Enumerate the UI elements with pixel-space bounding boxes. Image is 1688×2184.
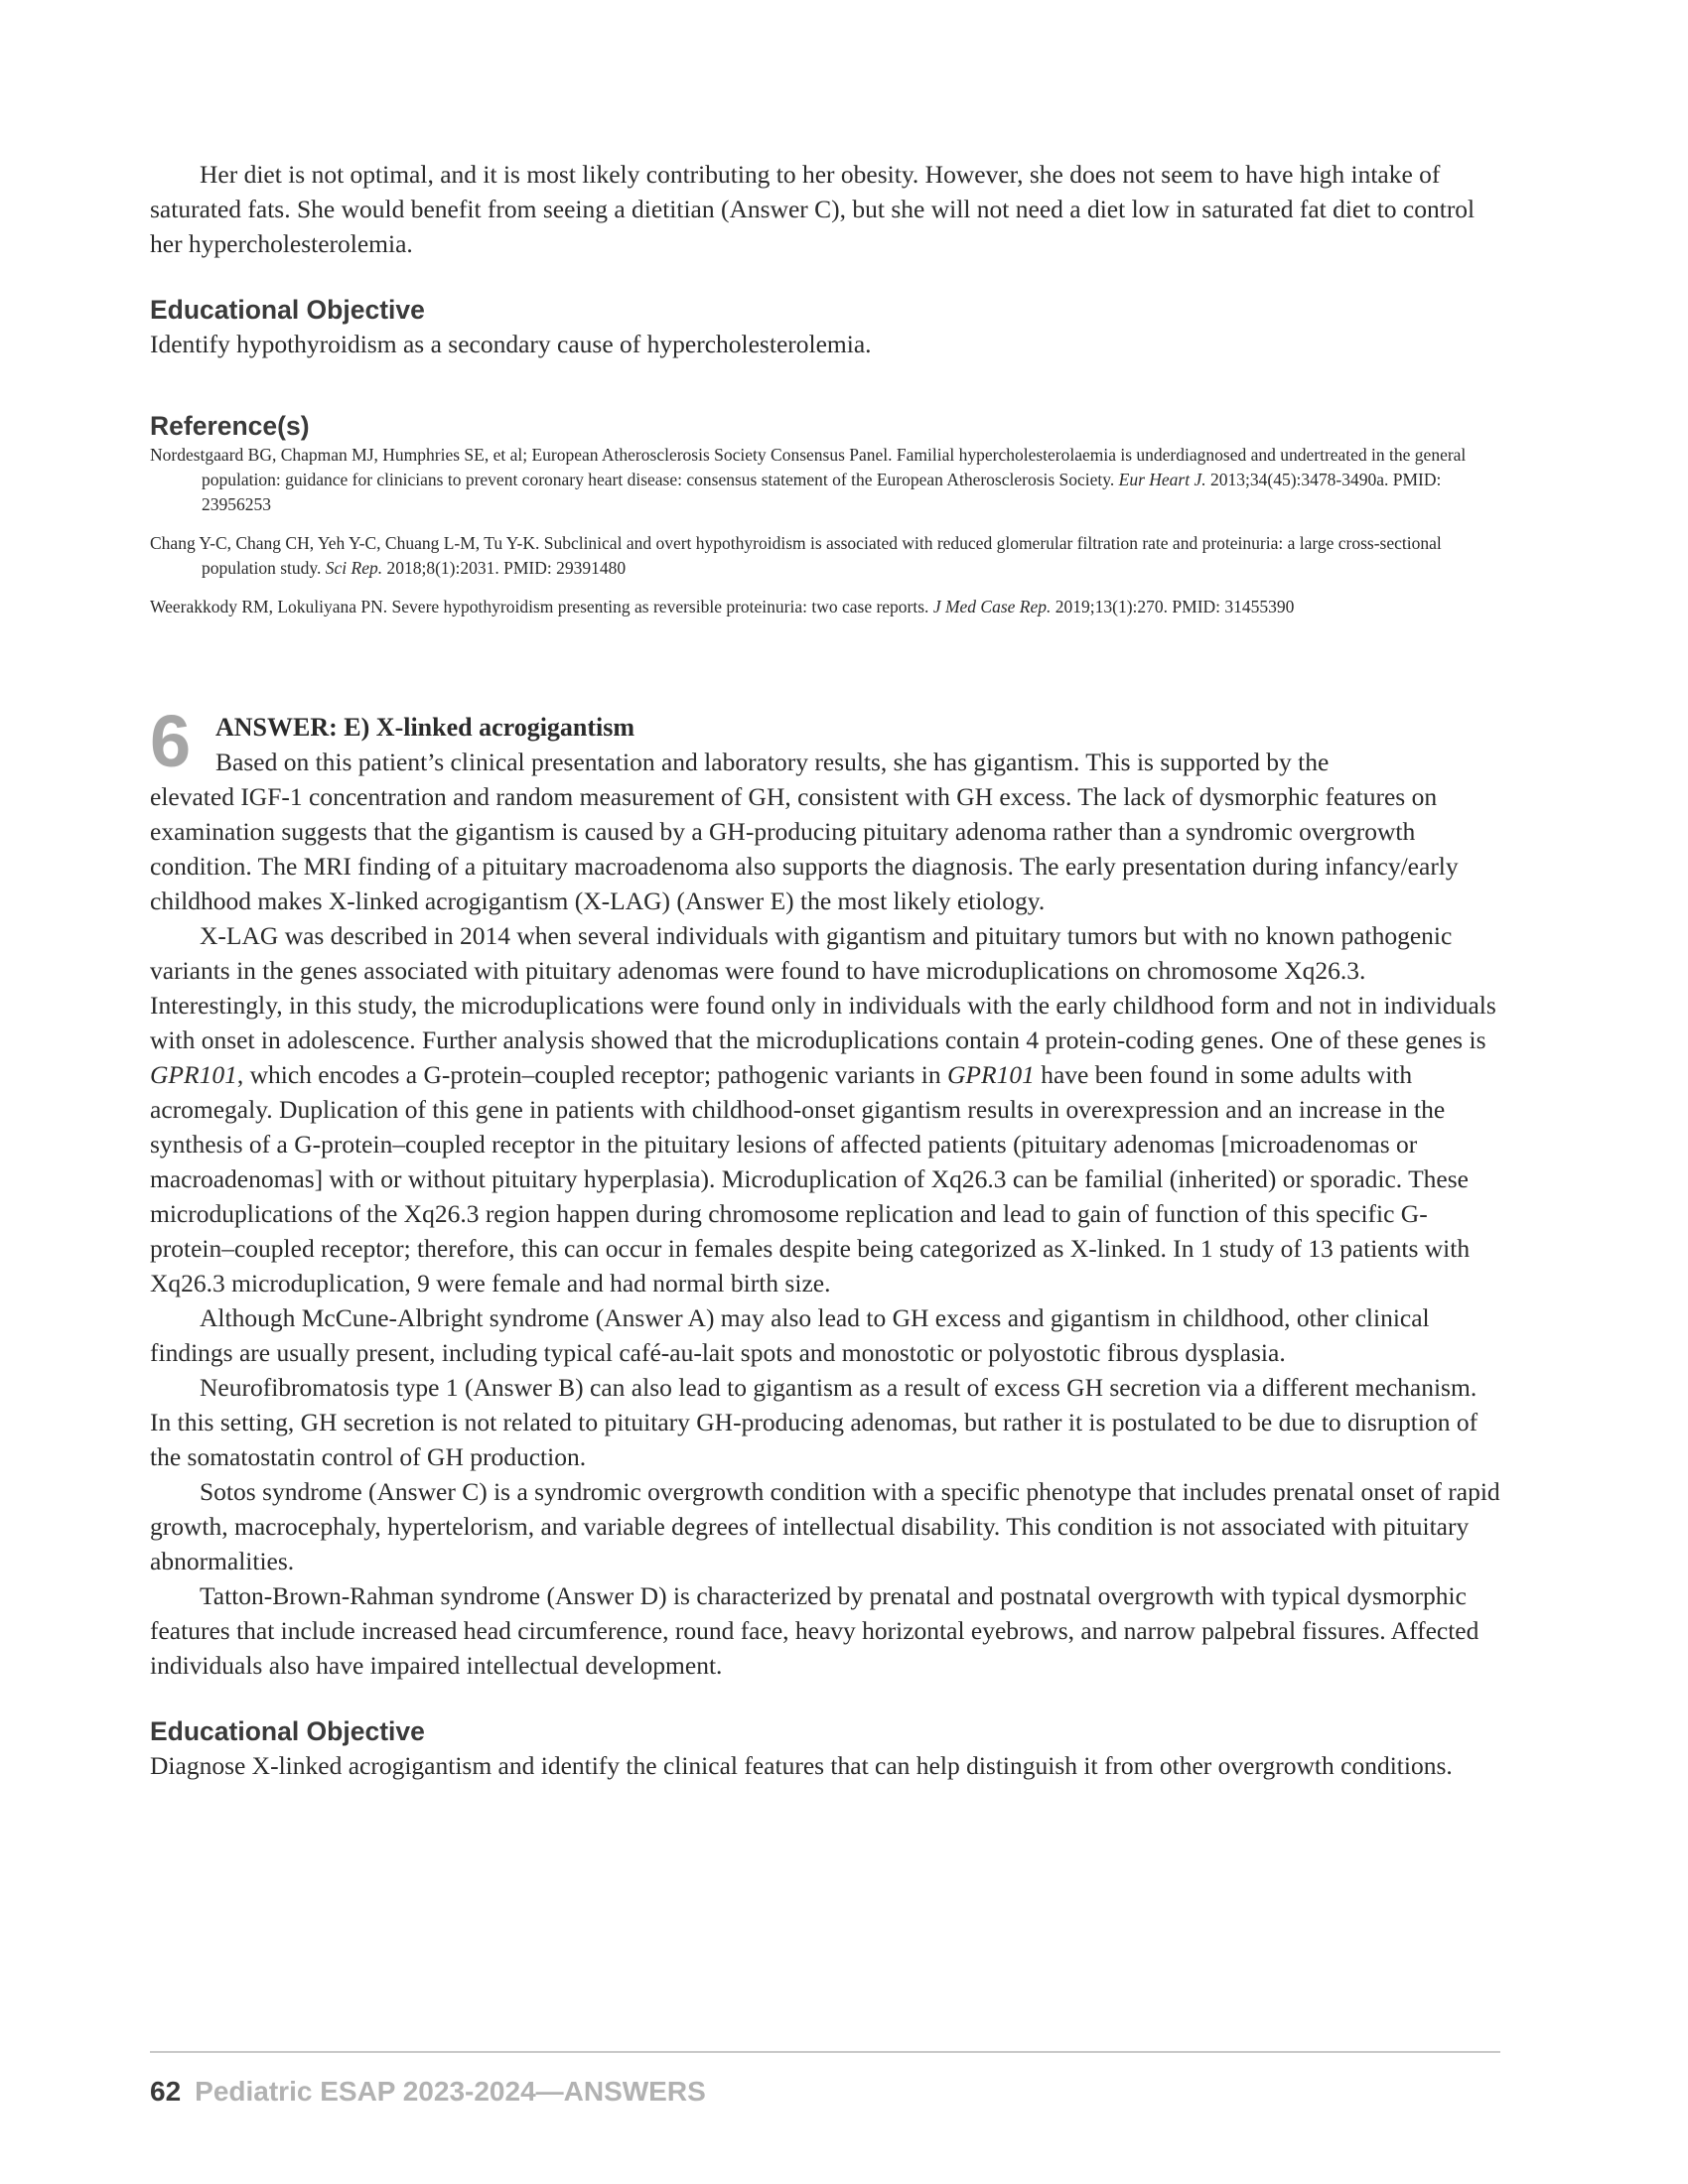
objective-text-1: Identify hypothyroidism as a secondary cause of hypercholesterolemia. bbox=[150, 330, 872, 358]
gene-name: GPR101 bbox=[150, 1060, 237, 1089]
answer-paragraph-1: elevated IGF-1 concentration and random measurement of GH, consistent with GH excess. The lack of dysmorphic features on examination suggests that the gigantism is caused by a GH-producing pituitary adenoma rather than a syndromic overgrowth condition. The MRI finding of a pituitary macroadenoma also supports the diagnosis. The early presentation during infancy/early childhood makes X-linked acrogigantism (X-LAG) (Answer E) the most likely etiology. bbox=[150, 782, 1459, 915]
objective-heading-2: Educational Objective bbox=[150, 1716, 425, 1746]
answer-paragraph-3: Although McCune-Albright syndrome (Answer A) may also lead to GH excess and gigantism in childhood, other clinical findings are usually present, including typical café-au-lait spots and monostotic or polyostotic fibrous dysplasia. bbox=[150, 1303, 1430, 1367]
answer-number: 6 bbox=[150, 700, 192, 782]
intro-paragraph: Her diet is not optimal, and it is most likely contributing to her obesity. However, she does not seem to have high intake of saturated fats. She would benefit from seeing a dietitian (Answer C), but she will not need a diet low in saturated fat diet to control her hypercholesterolemia. bbox=[150, 160, 1476, 258]
answer-heading: ANSWER: E) X-linked acrogigantism bbox=[215, 713, 635, 742]
footer-divider bbox=[150, 2051, 1500, 2053]
answer-paragraph-2: X-LAG was described in 2014 when several individuals with gigantism and pituitary tumors but with no known pathogenic variants in the genes associated with pituitary adenomas were found to have microduplications on chromosome Xq26.3. Interestingly, in this study, the microduplications were found only in individuals with the early childhood form and not in individuals with onset in adolescence. Further analysis showed that the microduplications contain 4 protein-coding genes. One of these genes is GPR101, which encodes a G-protein–coupled receptor; pathogenic variants in GPR101 have been found in some adults with acromegaly. Duplication of this gene in patients with childhood-onset gigantism results in overexpression and an increase in the synthesis of a G-protein–coupled receptor in the pituitary lesions of affected patients (pituitary adenomas [microadenomas or macroadenomas] with or without pituitary hyperplasia). Microduplication of Xq26.3 can be familial (inherited) or sporadic. These microduplications of the Xq26.3 region happen during chromosome replication and lead to gain of function of this specific G-protein–coupled receptor; therefore, this can occur in females despite being categorized as X-linked. In 1 study of 13 patients with Xq26.3 microduplication, 9 were female and had normal birth size. bbox=[150, 921, 1496, 1297]
page-number: 62 bbox=[150, 2076, 182, 2107]
page-content bbox=[150, 157, 1500, 1783]
objective-heading-1: Educational Objective bbox=[150, 295, 425, 325]
answer-paragraph-4: Neurofibromatosis type 1 (Answer B) can also lead to gigantism as a result of excess GH secretion via a different mechanism. In this setting, GH secretion is not related to pituitary GH-producing adenomas, but rather it is postulated to be due to disruption of the somatostatin control of GH production. bbox=[150, 1373, 1478, 1471]
reference-item: Weerakkody RM, Lokuliyana PN. Severe hypothyroidism presenting as reversible proteinuria: two case reports. J Med Case Rep. 2019;13(1):270. PMID: 31455390 bbox=[150, 597, 1295, 616]
footer-title: Pediatric ESAP 2023-2024—ANSWERS bbox=[195, 2076, 706, 2107]
answer-section bbox=[150, 700, 1500, 1683]
footer bbox=[150, 2075, 706, 2109]
answer-first-line: Based on this patient’s clinical presentation and laboratory results, she has gigantism. This is supported by the bbox=[215, 748, 1330, 776]
answer-paragraph-5: Sotos syndrome (Answer C) is a syndromic overgrowth condition with a specific phenotype that includes prenatal onset of rapid growth, macrocephaly, hypertelorism, and variable degrees of intellectual disability. This condition is not associated with pituitary abnormalities. bbox=[150, 1477, 1500, 1575]
objective-text-2: Diagnose X-linked acrogigantism and identify the clinical features that can help distinguish it from other overgrowth conditions. bbox=[150, 1751, 1453, 1780]
gene-name: GPR101 bbox=[947, 1060, 1035, 1089]
answer-paragraph-6: Tatton-Brown-Rahman syndrome (Answer D) is characterized by prenatal and postnatal overgrowth with typical dysmorphic features that include increased head circumference, round face, heavy horizontal eyebrows, and narrow palpebral fissures. Affected individuals also have impaired intellectual development. bbox=[150, 1581, 1479, 1680]
reference-item: Chang Y-C, Chang CH, Yeh Y-C, Chuang L-M, Tu Y-K. Subclinical and overt hypothyroidism is associated with reduced glomerular filtration rate and proteinuria: a large cross-sectional population study. Sci Rep. 2018;8(1):2031. PMID: 29391480 bbox=[150, 533, 1442, 578]
reference-list bbox=[150, 443, 1500, 619]
reference-item: Nordestgaard BG, Chapman MJ, Humphries SE, et al; European Atherosclerosis Society Consensus Panel. Familial hypercholesterolaemia is underdiagnosed and undertreated in the general population: guidance for clinicians to prevent coronary heart disease: consensus statement of the European Atherosclerosis Society. Eur Heart J. 2013;34(45):3478-3490a. PMID: 23956253 bbox=[150, 445, 1467, 514]
references-heading: Reference(s) bbox=[150, 411, 310, 441]
